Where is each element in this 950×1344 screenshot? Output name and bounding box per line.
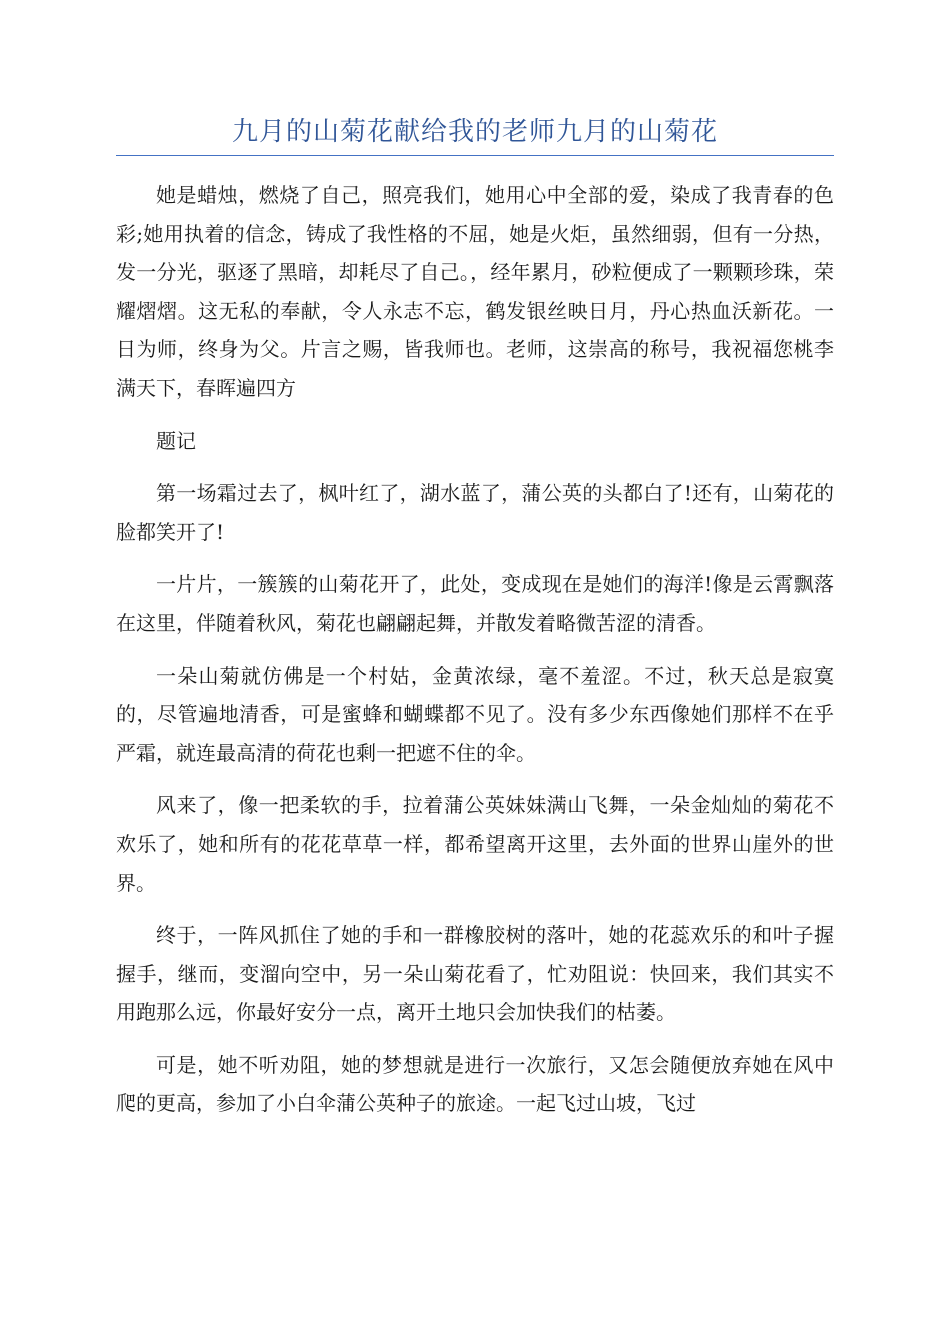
title-underline <box>116 155 834 156</box>
paragraph: 风来了，像一把柔软的手，拉着蒲公英妹妹满山飞舞，一朵金灿灿的菊花不欢乐了，她和所有的花花草草一样，都希望离开这里，去外面的世界山崖外的世界。 <box>116 793 834 895</box>
paragraph: 一朵山菊就仿佛是一个村姑，金黄浓绿，毫不羞涩。不过，秋天总是寂寞的，尽管遍地清香，可是蜜蜂和蝴蝶都不见了。没有多少东西像她们那样不在乎严霜，就连最高清的荷花也剩一把遮不住的伞。 <box>116 663 834 765</box>
paragraph: 可是，她不听劝阻，她的梦想就是进行一次旅行，又怎会随便放弃她在风中爬的更高，参加了小白伞蒲公英种子的旅途。一起飞过山坡，飞过 <box>116 1052 834 1116</box>
paragraph-dedication: 她是蜡烛，燃烧了自己，照亮我们，她用心中全部的爱，染成了我青春的色彩;她用执着的信念，铸成了我性格的不屈，她是火炬，虽然细弱，但有一分热，发一分光，驱逐了黑暗，却耗尽了自己。，经年累月，砂粒便成了一颗颗珍珠，荣耀熠熠。这无私的奉献，令人永志不忘，鹤发银丝映日月，丹心热血沃新花。一日为师，终身为父。片言之赐，皆我师也。老师，这崇高的称号，我祝福您桃李满天下，春晖遍四方 <box>116 183 834 400</box>
document-title: 九月的山菊花献给我的老师九月的山菊花 <box>231 117 718 147</box>
paragraph: 终于，一阵风抓住了她的手和一群橡胶树的落叶，她的花蕊欢乐的和叶子握握手，继而，变溜向空中，另一朵山菊花看了，忙劝阻说：快回来，我们其实不用跑那么远，你最好安分一点，离开土地只会加快我们的枯萎。 <box>116 923 834 1025</box>
document-body <box>116 176 834 1137</box>
paragraph: 一片片，一簇簇的山菊花开了，此处，变成现在是她们的海洋!像是云霄飘落在这里，伴随着秋风，菊花也翩翩起舞，并散发着略微苦涩的清香。 <box>116 572 834 635</box>
paragraph-epigraph-label: 题记 <box>156 428 196 453</box>
paragraph: 第一场霜过去了，枫叶红了，湖水蓝了，蒲公英的头都白了!还有，山菊花的脸都笑开了! <box>116 481 834 544</box>
